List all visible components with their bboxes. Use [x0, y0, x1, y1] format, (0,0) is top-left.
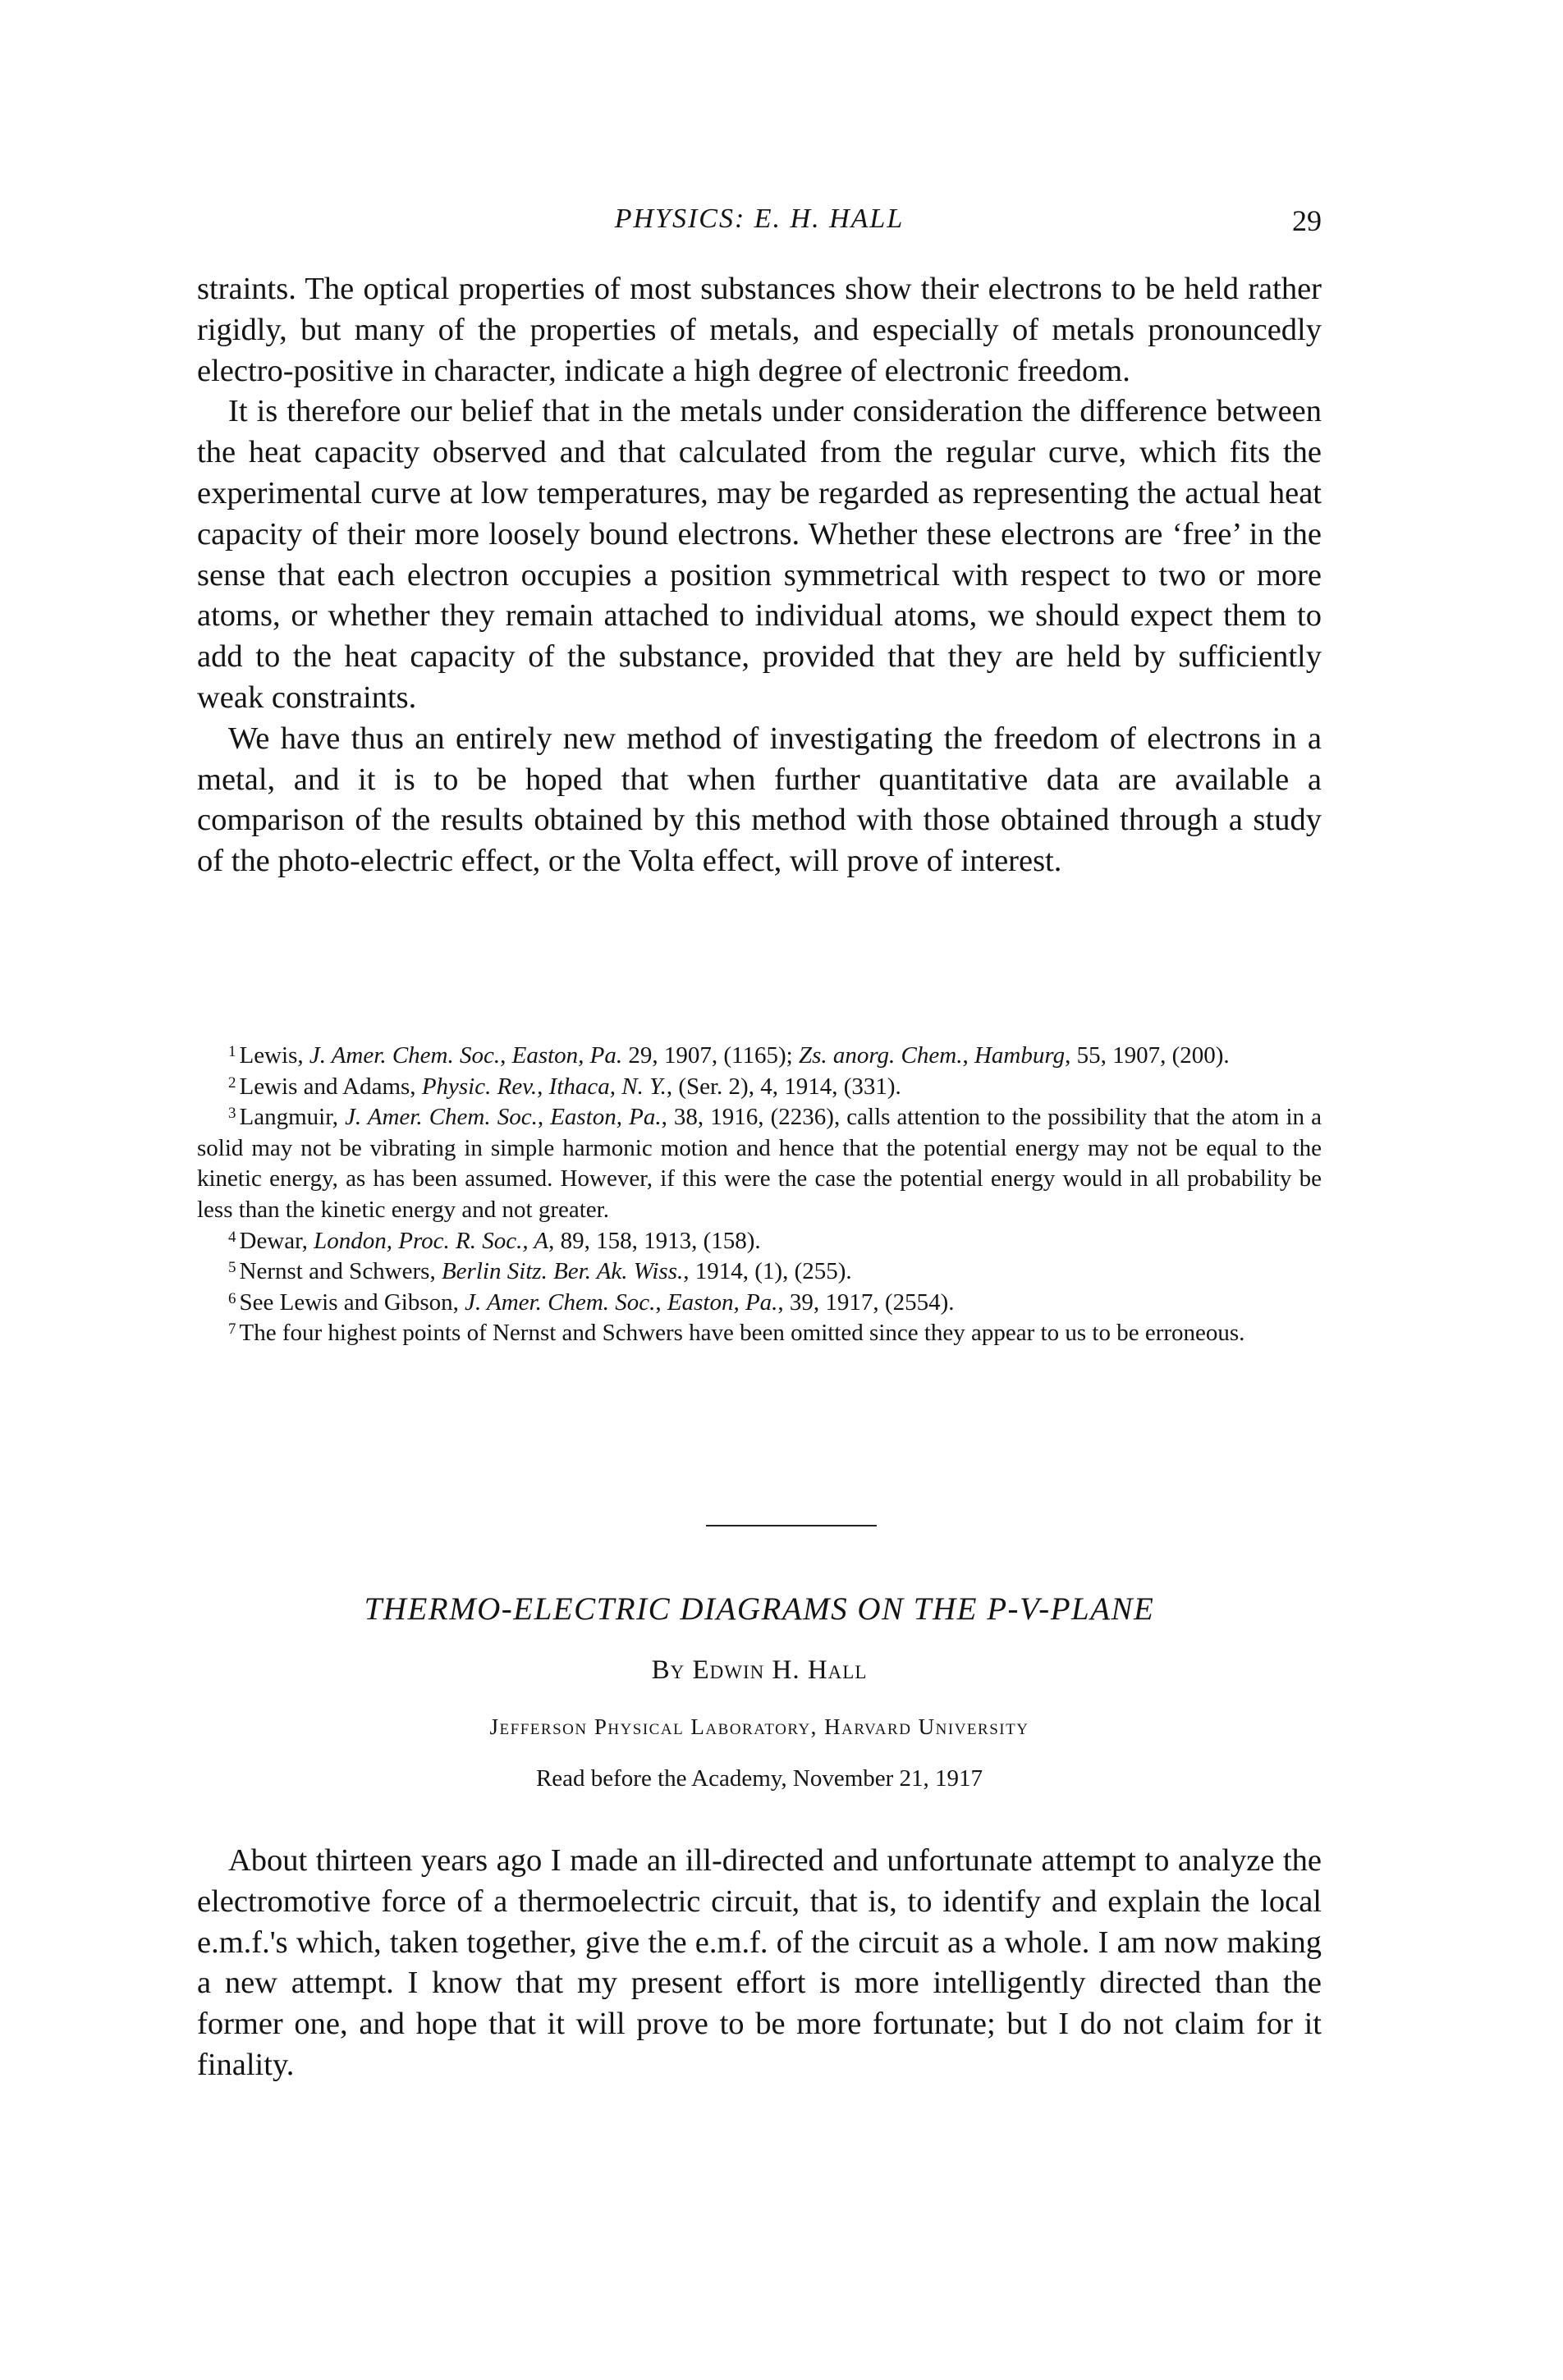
footnote-text: ,: [500, 1042, 512, 1069]
continued-article-text: [197, 269, 1322, 882]
footnote-text: The four highest points of Nernst and Schwers have been omitted since they appear to us to be erroneous.: [239, 1320, 1245, 1347]
footnote-text: , 1914, (1), (255).: [683, 1258, 852, 1285]
footnote-text: , 89, 158, 1913, (158).: [548, 1227, 761, 1254]
footnote-text: , 38, 1916, (2236), calls attention to the possibility that the atom in a solid may not be vibrating in simple harmonic motion and hence that the potential energy may not be equal to the kinetic energy, as has been assumed. However, if this were the case the potential energy would in all probability be less than the kinetic energy and not greater.: [197, 1104, 1322, 1223]
author-byline: By Edwin H. Hall: [651, 1655, 868, 1685]
footnote-mark: 4: [228, 1228, 236, 1246]
citation-title: Zs. anorg. Chem.: [798, 1042, 963, 1069]
citation-title: Easton, Pa.: [550, 1104, 662, 1131]
footnote-text: Dewar,: [239, 1227, 314, 1254]
citation-title: J. Amer. Chem. Soc.: [309, 1042, 501, 1069]
footnotes: [197, 1041, 1322, 1349]
citation-title: Berlin Sitz. Ber. Ak. Wiss.: [441, 1258, 684, 1285]
paragraph: About thirteen years ago I made an ill-directed and unfortunate attempt to analyze the electromotive force of a thermoelectric circuit, that is, to identify and explain the local e.m.f.'s which, taken together, give the e.m.f. of the circuit as a whole. I am now making a new attempt. I know that my present effort is more intelligently directed than the former one, and hope that it will prove to be more fortunate; but I do not claim for it finality.: [197, 1843, 1322, 2082]
footnote: [197, 1226, 1322, 1257]
article-body: [197, 1841, 1322, 2086]
citation-title: J. Amer. Chem. Soc.: [465, 1288, 656, 1316]
footnote-text: See Lewis and Gibson,: [239, 1288, 465, 1316]
footnote: [197, 1288, 1322, 1319]
footnote: [197, 1256, 1322, 1288]
footnote: [197, 1041, 1322, 1072]
footnote-text: , 39, 1917, (2554).: [777, 1288, 955, 1316]
footnote-text: Lewis and Adams,: [239, 1073, 422, 1100]
paragraph: straints. The optical properties of most substances show their electrons to be held rather rigidly, but many of the properties of metals, and especially of metals pronouncedly electro-positive in character, indicate a high degree of electronic freedom.: [197, 272, 1322, 388]
footnote: [197, 1072, 1322, 1103]
footnote: [197, 1102, 1322, 1225]
paragraph: It is therefore our belief that in the metals under consideration the difference between the heat capacity observed and that calculated from the regular curve, which fits the experimental curve at low temperatures, may be regarded as representing the actual heat capacity of their more loosely bound electrons. Whether these electrons are ‘free’ in the sense that each electron occupies a position symmetrical with respect to two or more atoms, or whether they remain attached to individual atoms, we should expect them to add to the heat capacity of the substance, provided that they are held by sufficiently weak constraints.: [197, 394, 1322, 715]
article-title: THERMO-ELECTRIC DIAGRAMS ON THE P-V-PLANE: [364, 1591, 1155, 1627]
section-divider: [706, 1525, 877, 1526]
footnote-text: , (Ser. 2), 4, 1914, (331).: [666, 1073, 901, 1100]
citation-title: Physic. Rev.: [421, 1073, 538, 1100]
running-head: PHYSICS: E. H. HALL: [614, 204, 905, 234]
citation-title: J. Amer. Chem. Soc.: [345, 1104, 538, 1131]
citation-title: Ithaca, N. Y.: [548, 1073, 667, 1100]
footnote-mark: 1: [228, 1043, 236, 1060]
citation-title: London, Proc. R. Soc., A: [314, 1227, 549, 1254]
citation-title: Easton, Pa.: [511, 1042, 623, 1069]
citation-title: Easton, Pa.: [667, 1288, 778, 1316]
page-header: [197, 204, 1322, 253]
page-number: 29: [1292, 204, 1322, 237]
footnote-text: ,: [537, 1104, 551, 1131]
footnote-mark: 7: [228, 1320, 236, 1339]
footnote-text: Lewis,: [239, 1042, 309, 1069]
footnote-text: 29, 1907, (1165);: [622, 1042, 799, 1069]
footnote-text: ,: [655, 1288, 667, 1316]
footnote-text: ,: [537, 1073, 549, 1100]
footnote-text: , 55, 1907, (200).: [1065, 1042, 1230, 1069]
read-date-note: Read before the Academy, November 21, 1917: [535, 1765, 983, 1792]
footnote-mark: 6: [228, 1289, 236, 1307]
paragraph: We have thus an entirely new method of investigating the freedom of electrons in a metal, and it is to be hoped that when further quantitative data are available a comparison of the results obtained by this method with those obtained through a study of the photo-electric effect, or the Volta effect, will prove of interest.: [197, 721, 1322, 879]
footnote: [197, 1318, 1322, 1349]
author-affiliation: Jefferson Physical Laboratory, Harvard University: [489, 1714, 1029, 1739]
citation-title: Hamburg: [974, 1042, 1066, 1069]
footnote-mark: 2: [228, 1073, 236, 1092]
footnote-mark: 3: [228, 1105, 236, 1123]
footnote-text: Nernst and Schwers,: [239, 1258, 442, 1285]
footnote-text: Langmuir,: [239, 1104, 346, 1131]
footnote-mark: 5: [228, 1259, 236, 1277]
footnote-text: ,: [962, 1042, 974, 1069]
